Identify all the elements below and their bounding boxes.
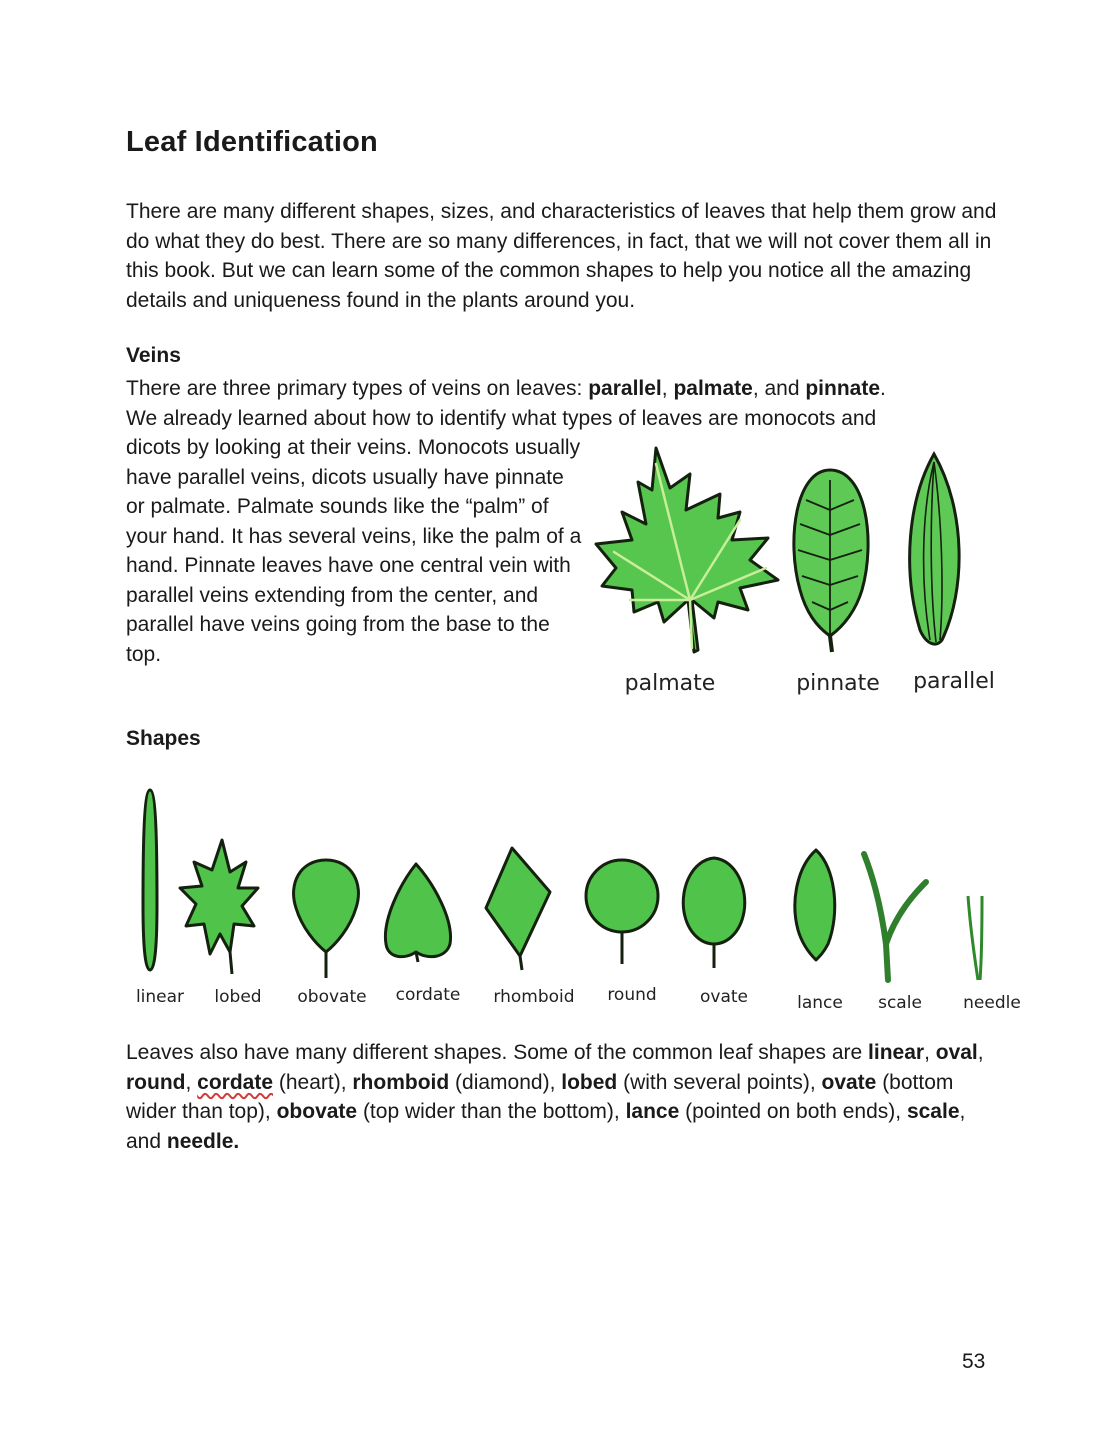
term-ovate: ovate: [821, 1070, 877, 1094]
term-round: round: [126, 1070, 186, 1094]
label-ovate: ovate: [699, 987, 749, 1007]
term-cordate: cordate: [197, 1070, 274, 1094]
rhomboid-leaf-icon: [486, 848, 550, 970]
term-scale: scale: [906, 1100, 960, 1123]
intro-paragraph: There are many different shapes, sizes, and characteristics of leaves that help them grow and do what they do best. There are so many differences, in fact, that we will not cover them all in this book. But we can learn some of the common shapes to help you notice all the amazing details and uniqueness found in the plants around you.: [126, 200, 997, 312]
scale-leaf-icon: [864, 854, 926, 980]
term-needle: needle.: [166, 1129, 240, 1153]
shapes-text: Leaves also have many different shapes. Some of the common leaf shapes are: [126, 1041, 869, 1064]
term-rhomboid: rhomboid: [352, 1070, 450, 1094]
veins-text: , and: [752, 377, 806, 400]
shapes-paragraph: [126, 1038, 996, 1156]
shapes-text: (diamond),: [449, 1070, 562, 1094]
shapes-text: ,: [977, 1041, 984, 1064]
lance-leaf-icon: [795, 850, 835, 960]
pinnate-leaf-icon: [794, 470, 868, 652]
term-palmate: palmate: [673, 377, 753, 400]
shapes-heading: Shapes: [126, 727, 201, 750]
veins-text: .: [880, 377, 886, 400]
term-lobed: lobed: [561, 1070, 618, 1094]
needle-leaf-icon: [968, 896, 982, 980]
term-obovate: obovate: [276, 1100, 358, 1123]
label-lance: lance: [797, 993, 843, 1013]
label-needle: needle: [963, 993, 1021, 1013]
linear-leaf-icon: [143, 790, 157, 970]
page-number: 53: [962, 1350, 986, 1373]
veins-text: There are three primary types of veins on leaves:: [126, 377, 589, 400]
lobed-leaf-icon: [180, 840, 258, 974]
shapes-text: ,: [924, 1041, 936, 1064]
term-parallel: parallel: [588, 377, 662, 400]
label-scale: scale: [878, 993, 922, 1013]
parallel-leaf-icon: [910, 454, 959, 644]
shapes-text: (top wider than the bottom),: [357, 1100, 626, 1123]
term-oval: oval: [935, 1041, 978, 1064]
veins-wrapped-paragraph: dicots by looking at their veins. Monocots usually have parallel veins, dicots usually have pinnate or palmate. Palmate sounds like the “palm” of your hand. It has several veins, like the palm of a hand. Pinnate leaves have one central vein with parallel veins extending from the center, and parallel have veins going from the base to the top.: [126, 436, 582, 666]
term-pinnate: pinnate: [805, 377, 881, 400]
shapes-text: , and: [126, 1100, 966, 1153]
label-palmate: palmate: [624, 671, 716, 696]
cordate-leaf-icon: [385, 864, 450, 962]
shapes-text: (with several points),: [617, 1070, 822, 1094]
label-rhomboid: rhomboid: [493, 987, 575, 1007]
label-parallel: parallel: [913, 669, 995, 694]
shapes-text: (pointed on both ends),: [679, 1100, 907, 1123]
veins-text: We already learned about how to identify what types of leaves are monocots and: [126, 406, 877, 430]
palmate-leaf-icon: [596, 448, 778, 652]
label-lobed: lobed: [214, 987, 262, 1007]
veins-heading: Veins: [126, 344, 181, 367]
label-round: round: [607, 985, 657, 1005]
page-title: Leaf Identification: [126, 126, 378, 158]
label-cordate: cordate: [395, 985, 461, 1005]
leaf-shapes-illustration: [126, 784, 1046, 1024]
round-leaf-icon: [586, 860, 658, 964]
vein-types-illustration: [590, 440, 1010, 710]
label-pinnate: pinnate: [796, 671, 880, 696]
shapes-text: (heart),: [273, 1070, 353, 1094]
term-lance: lance: [625, 1100, 680, 1123]
ovate-leaf-icon: [683, 858, 745, 968]
label-obovate: obovate: [297, 987, 367, 1007]
term-linear: linear: [868, 1041, 925, 1064]
veins-paragraph: [126, 374, 1026, 433]
obovate-leaf-icon: [294, 860, 359, 978]
shapes-text: ,: [185, 1070, 198, 1094]
label-linear: linear: [135, 987, 185, 1007]
shapes-text: (bottom wider than top),: [126, 1070, 954, 1123]
veins-text: ,: [661, 377, 674, 400]
